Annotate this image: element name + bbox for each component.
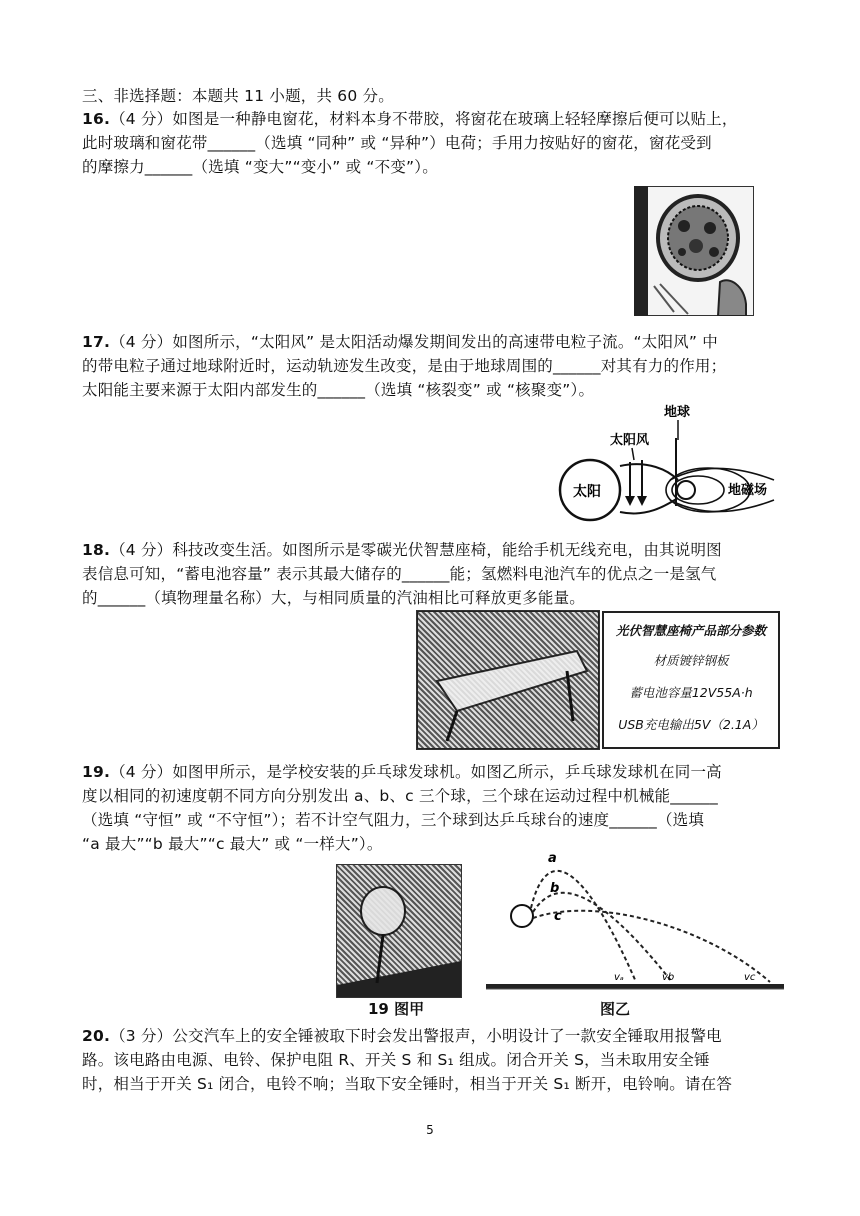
page-number: 5	[426, 1123, 434, 1137]
question-text-line: “a 最大”“b 最大”“c 最大” 或 “一样大”）。	[82, 835, 383, 853]
question-text-line: （3 分）公交汽车上的安全锤被取下时会发出警报声，小明设计了一款安全锤取用报警电	[110, 1027, 722, 1045]
panel-battery-capacity: 蓄电池容量12V55A·h	[629, 685, 753, 700]
ball-b-label: b	[550, 881, 560, 896]
question-text-line: （选填 “守恒” 或 “不守恒”）；若不计空气阻力，三个球到达乒乓球台的速度______（选填	[82, 811, 705, 829]
velocity-a-label: vₐ	[614, 972, 624, 983]
serving-machine-photo	[336, 864, 462, 998]
ball-a-label: a	[548, 851, 557, 866]
question-text-line: 表信息可知，“蓄电池容量” 表示其最大储存的______能；氢燃料电池汽车的优点之一是氢气	[82, 565, 717, 583]
trajectory-diagram	[486, 846, 784, 996]
bench-parameter-panel	[602, 611, 780, 749]
earth-label: 地球	[664, 405, 691, 420]
solar-wind-diagram	[558, 400, 780, 528]
window-decal-photo	[634, 186, 754, 316]
velocity-c-label: vc	[744, 972, 756, 983]
question-text-line: 的______（填物理量名称）大，与相同质量的汽油相比可释放更多能量。	[82, 589, 586, 607]
question-number: 17.	[82, 333, 111, 351]
section-heading: 三、非选择题：本题共 11 小题，共 60 分。	[82, 87, 394, 105]
panel-material: 材质镀锌钢板	[653, 653, 729, 668]
question-text-line: 的摩擦力______（选填 “变大”“变小” 或 “不变”）。	[82, 158, 438, 176]
question-text-line: 的带电粒子通过地球附近时，运动轨迹发生改变，是由于地球周围的______对其有力的作用；	[82, 357, 727, 375]
question-number: 16.	[82, 110, 111, 128]
sun-label: 太阳	[573, 484, 601, 500]
question-number: 18.	[82, 541, 111, 559]
velocity-b-label: vb	[662, 972, 675, 983]
figure-a-caption: 19 图甲	[368, 1000, 425, 1018]
question-number: 20.	[82, 1027, 111, 1045]
figure-b-caption: 图乙	[600, 1000, 631, 1018]
question-text-line: 路。该电路由电源、电铃、保护电阻 R、开关 S 和 S₁ 组成。闭合开关 S，当未取用安全锤	[82, 1051, 710, 1069]
geomagnetic-field-label: 地磁场	[728, 483, 768, 498]
question-text-line: （4 分）如图是一种静电窗花，材料本身不带胶，将窗花在玻璃上轻轻摩擦后便可以贴上，	[110, 110, 738, 128]
question-text-line: 太阳能主要来源于太阳内部发生的______（选填 “核裂变” 或 “核聚变”）。	[82, 381, 595, 399]
question-text-line: 度以相同的初速度朝不同方向分别发出 a、b、c 三个球，三个球在运动过程中机械能______	[82, 787, 718, 805]
ball-c-label: c	[554, 909, 562, 924]
solar-bench-photo	[416, 610, 600, 750]
question-text-line: （4 分）如图甲所示，是学校安装的乒乓球发球机。如图乙所示，乒乓球发球机在同一高	[110, 763, 722, 781]
panel-title: 光伏智慧座椅产品部分参数	[615, 623, 766, 638]
question-number: 19.	[82, 763, 111, 781]
panel-usb-output: USB充电输出5V（2.1A）	[618, 717, 764, 732]
question-text-line: 此时玻璃和窗花带______（选填 “同种” 或 “异种”）电荷；手用力按贴好的窗花，窗花受到	[82, 134, 712, 152]
question-text-line: 时，相当于开关 S₁ 闭合，电铃不响；当取下安全锤时，相当于开关 S₁ 断开，电铃响。请在答	[82, 1075, 733, 1093]
solar-wind-label: 太阳风	[610, 433, 650, 448]
question-text-line: （4 分）如图所示，“太阳风” 是太阳活动爆发期间发出的高速带电粒子流。“太阳风” 中	[110, 333, 718, 351]
question-text-line: （4 分）科技改变生活。如图所示是零碳光伏智慧座椅，能给手机无线充电，由其说明图	[110, 541, 722, 559]
